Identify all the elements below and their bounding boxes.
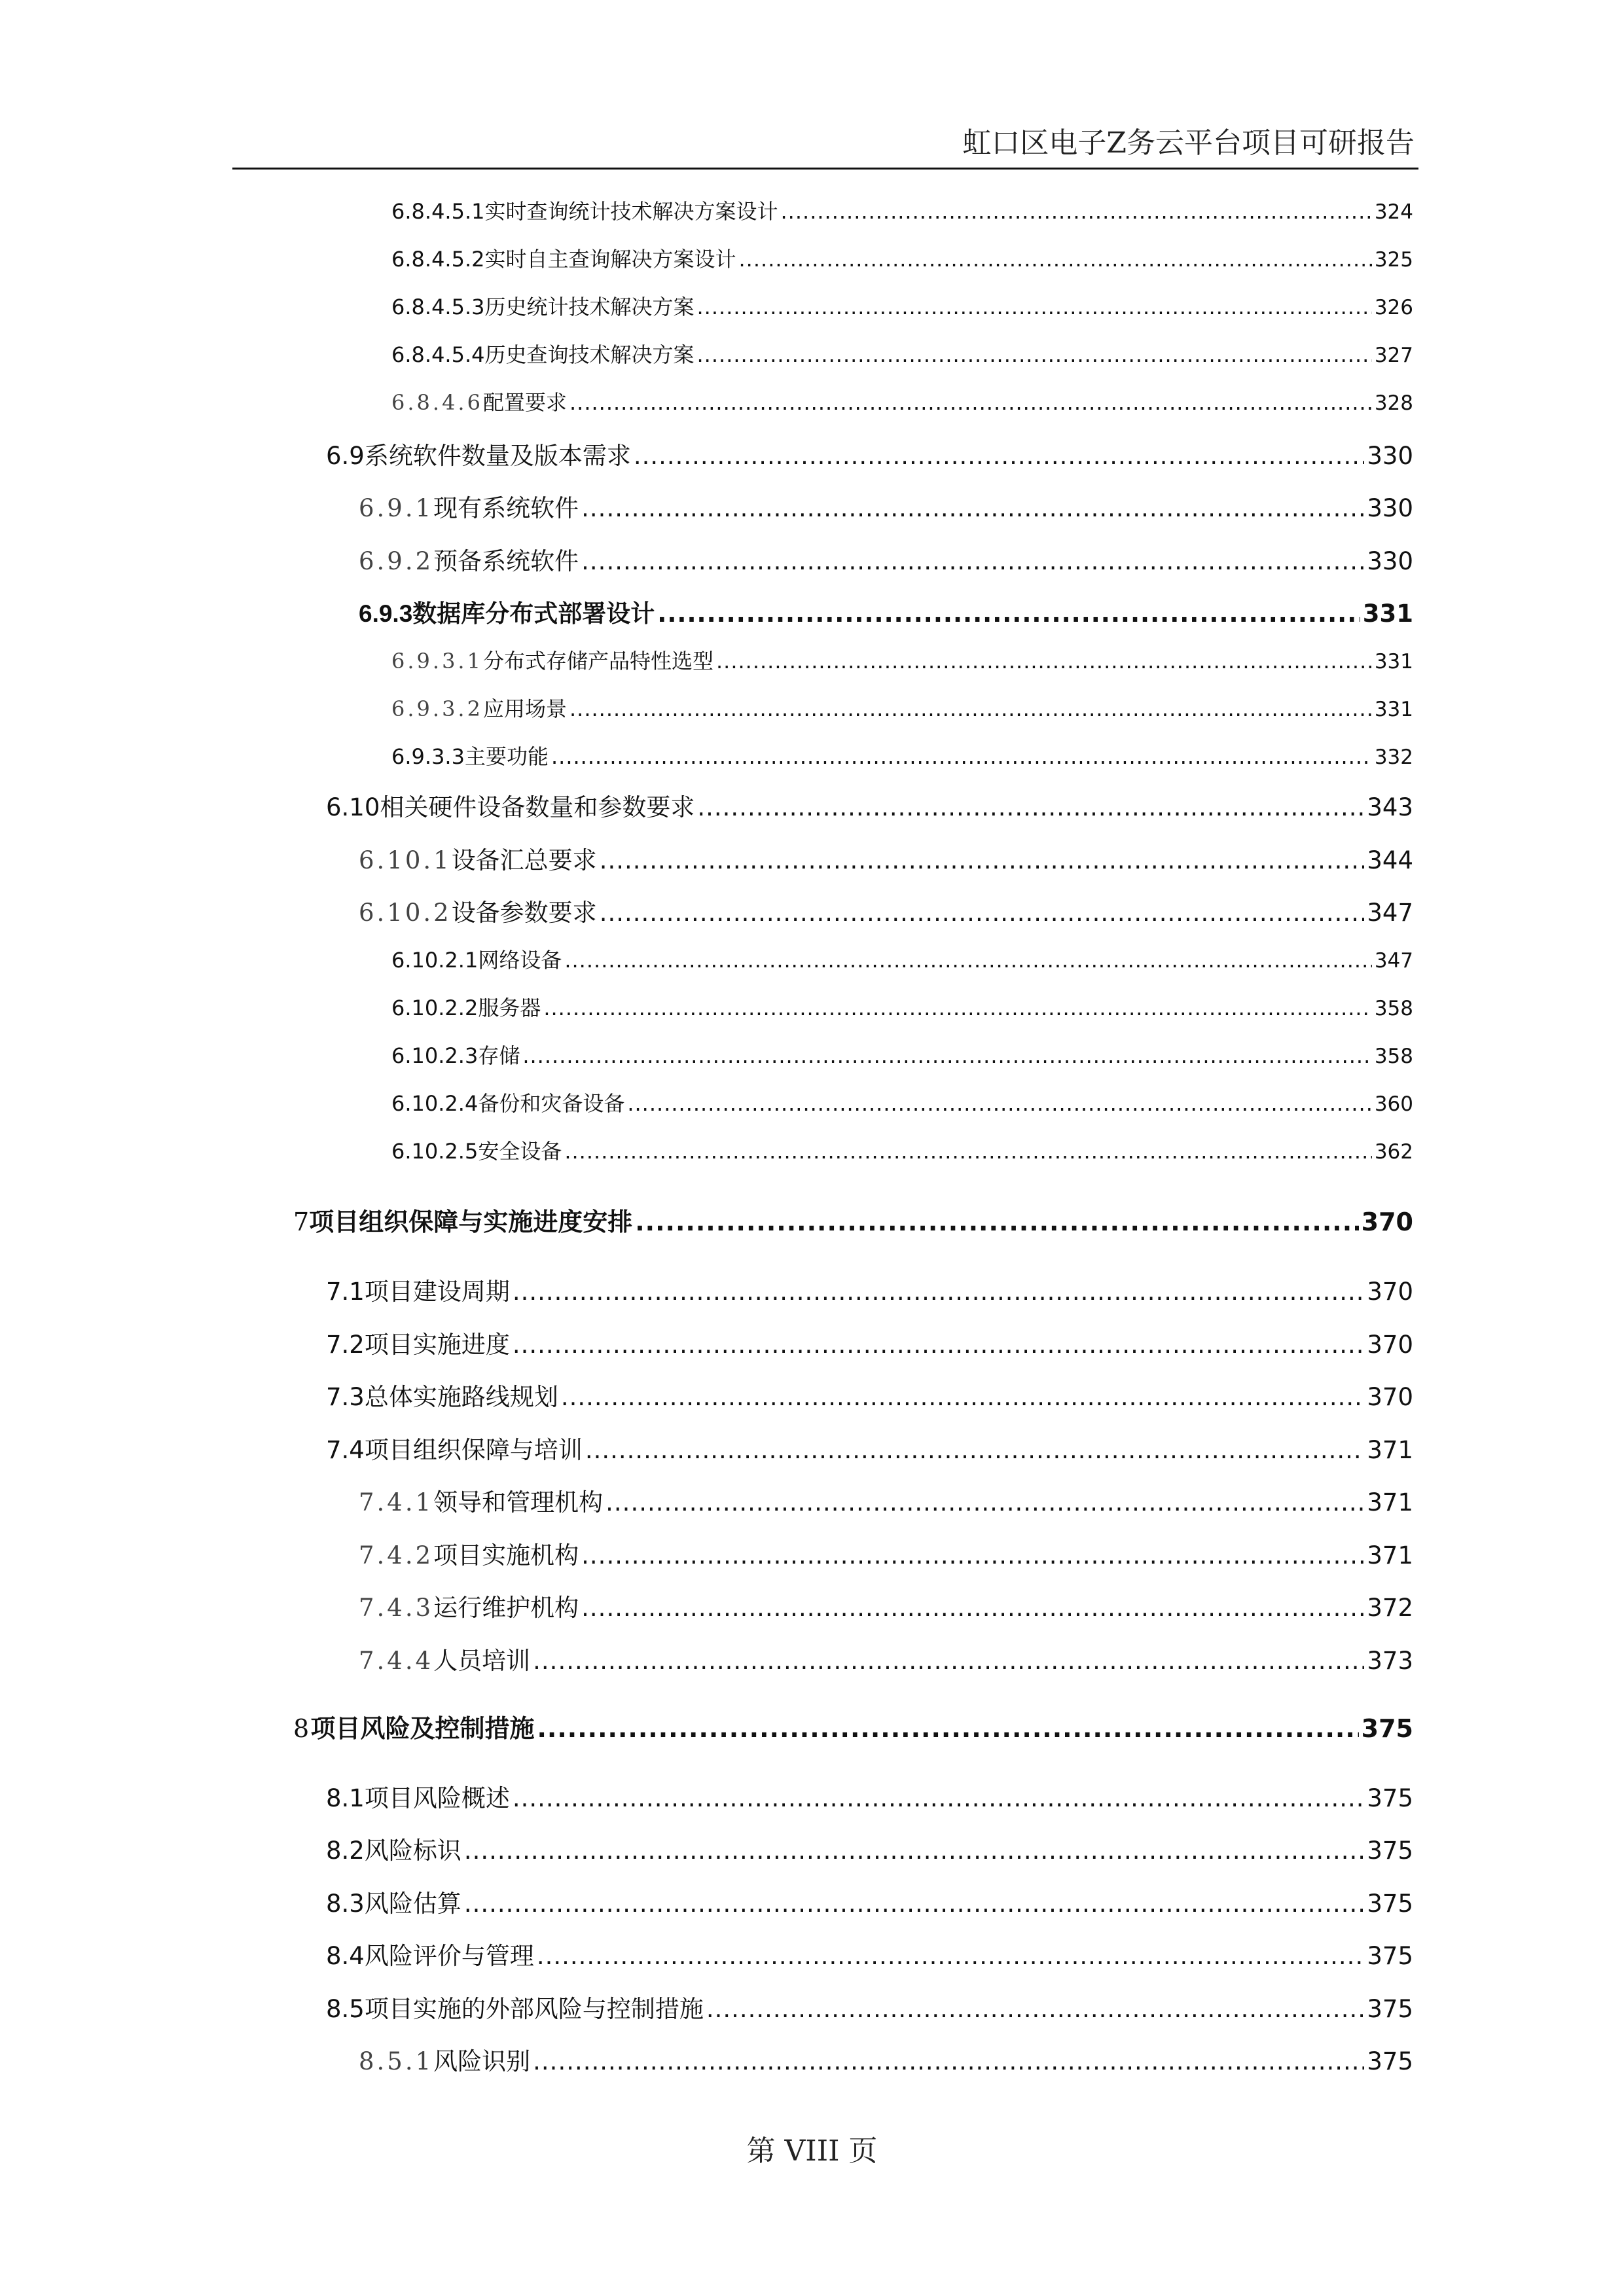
toc-entry[interactable] — [326, 1377, 1413, 1412]
toc-entry-number: 8.2 — [326, 1837, 365, 1865]
toc-entry[interactable] — [326, 1884, 1413, 1919]
toc-entry-page: 370 — [1367, 1383, 1413, 1411]
toc-entry-title: 项目组织保障与培训 — [364, 1436, 583, 1464]
toc-entry-page: 331 — [1374, 698, 1413, 721]
toc-entry-number: 6.9.3 — [359, 600, 413, 627]
toc-entry-page: 331 — [1374, 650, 1413, 673]
toc-entry-title: 历史统计技术解决方案 — [484, 295, 695, 319]
toc-entry-number: 7.1 — [326, 1278, 365, 1306]
toc-entry-title: 人员培训 — [433, 1647, 531, 1675]
toc-entry-title: 风险估算 — [364, 1890, 461, 1918]
toc-entry-title: 项目建设周期 — [364, 1278, 510, 1306]
toc-entry-number: 6.9.3.2 — [391, 696, 483, 721]
toc-entry[interactable] — [359, 594, 1413, 629]
toc-entry[interactable] — [391, 1087, 1413, 1117]
toc-entry-number: 6.10 — [326, 793, 380, 821]
toc-entry-title: 设备汇总要求 — [451, 846, 597, 874]
toc-entry-title: 应用场景 — [482, 696, 567, 721]
toc-entry-page: 327 — [1374, 344, 1413, 367]
toc-leader-dots — [781, 199, 1372, 224]
toc-entry-title: 预备系统软件 — [433, 547, 579, 575]
toc-leader-dots — [569, 696, 1372, 721]
toc-entry-number: 7 — [293, 1208, 310, 1236]
toc-entry-title: 风险标识 — [364, 1837, 461, 1865]
toc-entry[interactable] — [326, 1272, 1413, 1307]
toc-entry-title: 风险识别 — [433, 2047, 531, 2075]
toc-entry-number: 6.8.4.5.2 — [391, 247, 485, 272]
toc-entry[interactable] — [326, 436, 1413, 471]
toc-entry-title: 项目实施的外部风险与控制措施 — [364, 1995, 704, 2023]
toc-entry[interactable] — [391, 944, 1413, 974]
toc-entry-number: 6.8.4.5.4 — [391, 342, 485, 367]
toc-entry-number: 7.4.4 — [359, 1647, 434, 1675]
toc-entry-number: 6.8.4.6 — [391, 390, 483, 415]
toc-entry-page: 371 — [1367, 1541, 1413, 1570]
toc-entry[interactable] — [391, 992, 1413, 1022]
toc-entry-page: 344 — [1367, 846, 1413, 874]
toc-entry-page: 371 — [1367, 1488, 1413, 1516]
toc-entry[interactable] — [359, 1641, 1413, 1676]
toc-leader-dots — [513, 1278, 1365, 1306]
toc-entry[interactable] — [359, 488, 1413, 524]
toc-entry-page: 331 — [1362, 600, 1413, 628]
toc-leader-dots — [564, 948, 1372, 973]
toc-leader-dots — [600, 899, 1365, 927]
toc-leader-dots — [464, 1837, 1365, 1865]
toc-entry[interactable] — [391, 692, 1413, 723]
toc-entry[interactable] — [359, 1588, 1413, 1623]
toc-entry-page: 324 — [1374, 200, 1413, 224]
toc-entry-page: 372 — [1367, 1594, 1413, 1622]
toc-entry-number: 8.1 — [326, 1784, 365, 1812]
toc-entry-page: 370 — [1361, 1208, 1413, 1236]
toc-entry[interactable] — [326, 1831, 1413, 1866]
toc-entry-title: 实时自主查询解决方案设计 — [484, 247, 736, 272]
toc-entry[interactable] — [326, 1989, 1413, 2024]
toc-entry-page: 330 — [1367, 494, 1413, 522]
toc-entry-title: 主要功能 — [464, 744, 549, 769]
toc-leader-dots — [581, 1594, 1364, 1622]
toc-entry-page: 375 — [1361, 1714, 1413, 1743]
toc-leader-dots — [581, 547, 1364, 575]
toc-entry-title: 分布式存储产品特性选型 — [482, 649, 713, 673]
toc-leader-dots — [581, 1541, 1364, 1570]
toc-entry[interactable] — [391, 645, 1413, 675]
toc-entry-number: 6.10.2.3 — [391, 1043, 478, 1068]
toc-entry-title: 现有系统软件 — [433, 494, 579, 522]
toc-leader-dots — [543, 996, 1372, 1020]
toc-entry-number: 6.10.1 — [359, 846, 452, 874]
toc-entry[interactable] — [359, 1535, 1413, 1571]
header-divider — [232, 168, 1418, 170]
toc-entry-number: 8.5 — [326, 1995, 365, 2023]
toc-entry-title: 服务器 — [478, 996, 541, 1020]
toc-entry-number: 6.9.1 — [359, 494, 434, 522]
toc-leader-dots — [537, 1714, 1358, 1743]
toc-entry-title: 总体实施路线规划 — [364, 1383, 558, 1411]
toc-entry[interactable] — [391, 1135, 1413, 1165]
page-number-footer: 第 VIII 页 — [746, 2134, 878, 2168]
toc-entry[interactable] — [326, 1430, 1413, 1465]
toc-entry-title: 网络设备 — [478, 948, 562, 973]
toc-entry-page: 371 — [1367, 1436, 1413, 1464]
toc-entry-title: 相关硬件设备数量和参数要求 — [380, 793, 695, 821]
toc-entry-number: 6.10.2.5 — [391, 1139, 478, 1164]
toc-entry[interactable] — [391, 740, 1413, 770]
toc-entry-title: 备份和灾备设备 — [478, 1091, 625, 1116]
toc-leader-dots — [716, 649, 1372, 673]
toc-entry-number: 6.9.2 — [359, 547, 434, 575]
toc-leader-dots — [569, 390, 1372, 415]
toc-entry-title: 项目实施机构 — [433, 1541, 579, 1570]
toc-entry-title: 存储 — [478, 1043, 520, 1068]
toc-entry-number: 7.4.1 — [359, 1488, 434, 1516]
toc-entry-page: 358 — [1374, 1045, 1413, 1068]
toc-entry-page: 343 — [1367, 793, 1413, 821]
toc-leader-dots — [561, 1383, 1365, 1411]
toc-leader-dots — [551, 744, 1372, 769]
toc-leader-dots — [533, 2047, 1364, 2075]
toc-entry[interactable] — [391, 291, 1413, 321]
toc-entry-number: 6.10.2.4 — [391, 1091, 478, 1116]
toc-entry-number: 8.4 — [326, 1942, 365, 1970]
toc-entry-title: 领导和管理机构 — [433, 1488, 604, 1516]
toc-leader-dots — [697, 295, 1372, 319]
toc-entry-page: 375 — [1367, 2047, 1413, 2075]
toc-leader-dots — [634, 442, 1365, 470]
toc-entry-page: 375 — [1367, 1837, 1413, 1865]
toc-entry-number: 7.3 — [326, 1383, 365, 1411]
toc-chapter-entry[interactable] — [293, 1708, 1413, 1744]
document-header-title: 虹口区电子Z务云平台项目可研报告 — [962, 126, 1415, 160]
toc-entry[interactable] — [359, 840, 1413, 876]
toc-entry-page: 370 — [1367, 1331, 1413, 1359]
toc-entry-page: 347 — [1367, 899, 1413, 927]
toc-entry-page: 375 — [1367, 1890, 1413, 1918]
toc-entry-title: 系统软件数量及版本需求 — [364, 442, 631, 470]
toc-entry-number: 6.9.3.1 — [391, 649, 483, 673]
toc-entry-number: 7.4.2 — [359, 1541, 434, 1570]
toc-entry[interactable] — [359, 893, 1413, 928]
toc-entry-page: 325 — [1374, 248, 1413, 272]
toc-entry-page: 358 — [1374, 997, 1413, 1020]
toc-entry-title: 项目风险概述 — [364, 1784, 510, 1812]
toc-entry[interactable] — [326, 1325, 1413, 1360]
toc-entry-title: 历史查询技术解决方案 — [484, 342, 695, 367]
toc-entry-number: 7.2 — [326, 1331, 365, 1359]
toc-entry[interactable] — [391, 195, 1413, 225]
toc-leader-dots — [513, 1784, 1365, 1812]
toc-leader-dots — [585, 1436, 1365, 1464]
toc-leader-dots — [605, 1488, 1364, 1516]
toc-entry-page: 362 — [1374, 1140, 1413, 1164]
toc-entry-number: 6.8.4.5.1 — [391, 199, 485, 224]
toc-entry-page: 375 — [1367, 1784, 1413, 1812]
toc-entry-number: 8.3 — [326, 1890, 365, 1918]
toc-entry[interactable] — [391, 386, 1413, 416]
toc-entry-title: 项目风险及控制措施 — [310, 1714, 535, 1743]
toc-entry-page: 328 — [1374, 391, 1413, 415]
toc-entry-page: 370 — [1367, 1278, 1413, 1306]
toc-entry-page: 375 — [1367, 1942, 1413, 1970]
toc-entry-page: 360 — [1374, 1092, 1413, 1116]
toc-leader-dots — [464, 1890, 1365, 1918]
toc-leader-dots — [706, 1995, 1365, 2023]
toc-entry-page: 330 — [1367, 442, 1413, 470]
toc-entry-title: 项目组织保障与实施进度安排 — [309, 1208, 633, 1236]
toc-leader-dots — [739, 247, 1372, 272]
toc-chapter-entry[interactable] — [293, 1202, 1413, 1238]
toc-entry-number: 7.4.3 — [359, 1594, 434, 1622]
toc-entry-page: 347 — [1374, 949, 1413, 973]
toc-leader-dots — [581, 494, 1364, 522]
toc-entry[interactable] — [391, 338, 1413, 368]
toc-entry[interactable] — [326, 787, 1413, 823]
toc-entry-title: 数据库分布式部署设计 — [412, 600, 655, 628]
toc-entry-title: 实时查询统计技术解决方案设计 — [484, 199, 778, 224]
toc-entry-number: 7.4 — [326, 1436, 365, 1464]
toc-entry[interactable] — [326, 1778, 1413, 1814]
toc-leader-dots — [600, 846, 1365, 874]
toc-entry[interactable] — [326, 1936, 1413, 1971]
toc-entry[interactable] — [359, 541, 1413, 577]
toc-leader-dots — [657, 600, 1360, 628]
toc-entry-number: 6.9.3.3 — [391, 744, 465, 769]
toc-leader-dots — [627, 1091, 1372, 1116]
toc-entry-page: 373 — [1367, 1647, 1413, 1675]
toc-entry-title: 安全设备 — [478, 1139, 562, 1164]
toc-entry-page: 375 — [1367, 1995, 1413, 2023]
toc-entry[interactable] — [391, 243, 1413, 273]
toc-entry-number: 6.10.2.1 — [391, 948, 478, 973]
toc-entry-number: 6.10.2 — [359, 899, 452, 927]
toc-entry-number: 6.8.4.5.3 — [391, 295, 485, 319]
toc-leader-dots — [564, 1139, 1372, 1164]
toc-leader-dots — [697, 342, 1372, 367]
toc-leader-dots — [537, 1942, 1365, 1970]
toc-entry-number: 6.10.2.2 — [391, 996, 478, 1020]
toc-entry[interactable] — [359, 2041, 1413, 2077]
toc-entry-title: 设备参数要求 — [451, 899, 597, 927]
toc-entry[interactable] — [391, 1039, 1413, 1069]
toc-entry-title: 项目实施进度 — [364, 1331, 510, 1359]
toc-leader-dots — [635, 1208, 1358, 1236]
toc-entry-title: 运行维护机构 — [433, 1594, 579, 1622]
toc-entry-number: 6.9 — [326, 442, 365, 470]
toc-entry-page: 330 — [1367, 547, 1413, 575]
toc-entry-page: 326 — [1374, 296, 1413, 319]
toc-entry-title: 配置要求 — [482, 390, 567, 415]
toc-leader-dots — [533, 1647, 1364, 1675]
toc-leader-dots — [513, 1331, 1365, 1359]
toc-leader-dots — [522, 1043, 1372, 1068]
toc-entry-number: 8 — [293, 1714, 310, 1743]
toc-leader-dots — [697, 793, 1364, 821]
toc-entry-page: 332 — [1374, 745, 1413, 769]
toc-entry-title: 风险评价与管理 — [364, 1942, 534, 1970]
toc-entry-number: 8.5.1 — [359, 2047, 434, 2075]
toc-entry[interactable] — [359, 1482, 1413, 1518]
